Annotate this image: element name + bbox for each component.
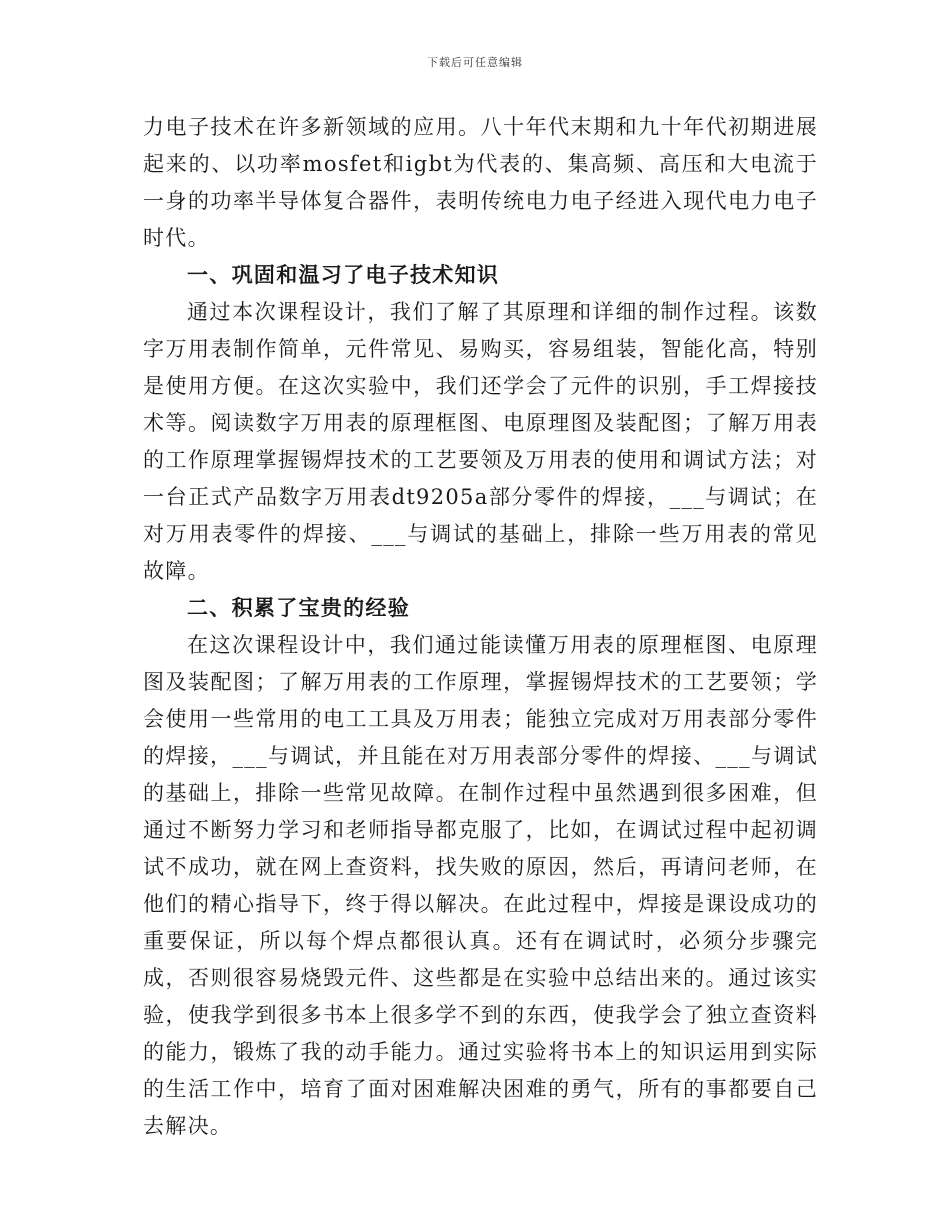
page-header: 下载后可任意编辑	[427, 56, 523, 69]
document-body	[143, 109, 818, 1145]
section-1-heading: 一、巩固和温习了电子技术知识	[187, 263, 500, 287]
intro-paragraph: 力电子技术在许多新领域的应用。八十年代末期和九十年代初期进展起来的、以功率mosfet和igbt为代表的、集高频、高压和大电流于一身的功率半导体复合器件，表明传统电力电子经进入现代电力电子时代。	[143, 115, 818, 250]
section-2-paragraph: 在这次课程设计中，我们通过能读懂万用表的原理框图、电原理图及装配图；了解万用表的工作原理，掌握锡焊技术的工艺要领；学会使用一些常用的电工工具及万用表；能独立完成对万用表部分零件的焊接，___与调试，并且能在对万用表部分零件的焊接、___与调试的基础上，排除一些常见故障。在制作过程中虽然遇到很多困难，但通过不断努力学习和老师指导都克服了，比如，在调试过程中起初调试不成功，就在网上查资料，找失败的原因，然后，再请问老师，在他们的精心指导下，终于得以解决。在此过程中，焊接是课设成功的重要保证，所以每个焊点都很认真。还有在调试时，必须分步骤完成，否则很容易烧毁元件、这些都是在实验中总结出来的。通过该实验，使我学到很多书本上很多学不到的东西，使我学会了独立查资料的能力，锻炼了我的动手能力。通过实验将书本上的知识运用到实际的生活工作中，培育了面对困难解决困难的勇气，所有的事都要自己去解决。	[143, 633, 818, 1138]
section-1-paragraph: 通过本次课程设计，我们了解了其原理和详细的制作过程。该数字万用表制作简单，元件常见、易购买，容易组装，智能化高，特别是使用方便。在这次实验中，我们还学会了元件的识别，手工焊接技术等。阅读数字万用表的原理框图、电原理图及装配图；了解万用表的工作原理掌握锡焊技术的工艺要领及万用表的使用和调试方法；对一台正式产品数字万用表dt9205a部分零件的焊接，___与调试；在对万用表零件的焊接、___与调试的基础上，排除一些万用表的常见故障。	[143, 300, 818, 583]
section-2-heading: 二、积累了宝贵的经验	[187, 596, 410, 620]
